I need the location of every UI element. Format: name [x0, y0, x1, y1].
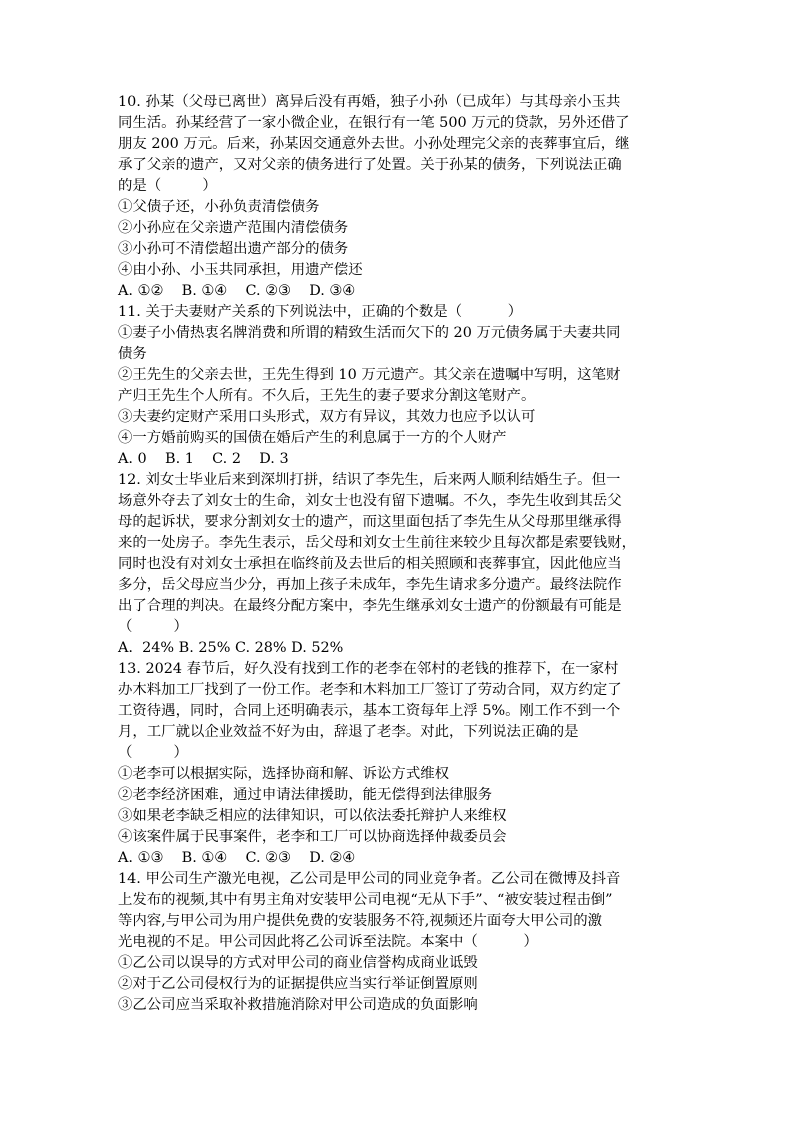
question-block — [118, 470, 678, 659]
answer-choices: A. 24% B. 25% C. 28% D. 52% — [118, 640, 344, 656]
statement-option: 产归王先生个人所有。不久后，王先生的妻子要求分割这笔财产。 — [118, 388, 536, 404]
statement-option: ③乙公司应当采取补救措施消除对甲公司造成的负面影响 — [118, 997, 478, 1013]
statement-option: ②老李经济困难，通过申请法律援助，能无偿得到法律服务 — [118, 787, 493, 803]
question-stem-line: 承了父亲的遗产，又对父亲的债务进行了处置。关于孙某的债务，下列说法正确 — [118, 157, 622, 173]
question-stem-line: 14. 甲公司生产激光电视，乙公司是甲公司的同业竞争者。乙公司在微博及抖音 — [118, 871, 621, 887]
statement-option: ②对于乙公司侵权行为的证据提供应当实行举证倒置原则 — [118, 976, 478, 992]
question-stem-line: 母的起诉状，要求分割刘女士的遗产，而这里面包括了李先生从父母那里继承得 — [118, 514, 622, 530]
answer-choices: A. 0 B. 1 C. 2 D. 3 — [118, 451, 289, 467]
question-stem-line: 来的一处房子。李先生表示，岳父母和刘女士生前往来较少且每次都是索要钱财， — [118, 535, 637, 551]
question-stem-line: 出了合理的判决。在最终分配方案中，李先生继承刘女士遗产的份额最有可能是 — [118, 598, 622, 614]
statement-option: ②小孙应在父亲遗产范围内清偿债务 — [118, 220, 349, 236]
statement-option: ①父债子还，小孙负责清偿债务 — [118, 199, 320, 215]
question-stem-line: 光电视的不足。甲公司因此将乙公司诉至法院。本案中（ ） — [118, 934, 538, 950]
statement-option: ①妻子小倩热衷名牌消费和所谓的精致生活而欠下的 20 万元债务属于夫妻共同 — [118, 325, 621, 341]
statement-option: ④该案件属于民事案件，老李和工厂可以协商选择仲裁委员会 — [118, 829, 507, 845]
question-stem-line: 等内容,与甲公司为用户提供免费的安装服务不符,视频还片面夸大甲公司的激 — [118, 913, 603, 929]
statement-option: ①乙公司以误导的方式对甲公司的商业信誉构成商业诋毁 — [118, 955, 478, 971]
question-stem-line: 办木料加工厂找到了一份工作。老李和木料加工厂签订了劳动合同，双方约定了 — [118, 682, 622, 698]
statement-option: ③夫妻约定财产采用口头形式，双方有异议，其效力也应予以认可 — [118, 409, 536, 425]
question-stem-line: 13. 2024 春节后，好久没有找到工作的老李在邻村的老钱的推荐下，在一家村 — [118, 661, 619, 677]
statement-option: ④一方婚前购买的国债在婚后产生的利息属于一方的个人财产 — [118, 430, 507, 446]
statement-option: ③如果老李缺乏相应的法律知识，可以依法委托辩护人来维权 — [118, 808, 507, 824]
question-stem-line: 多分，岳父母应当少分，再加上孩子未成年，李先生请求多分遗产。最终法院作 — [118, 577, 622, 593]
question-stem-line: 同时也没有对刘女士承担在临终前及去世后的相关照顾和丧葬事宜，因此他应当 — [118, 556, 622, 572]
statement-option: 债务 — [118, 346, 147, 362]
question-stem-line: 场意外夺去了刘女士的生命，刘女士也没有留下遗嘱。不久，李先生收到其岳父 — [118, 493, 622, 509]
question-block — [118, 659, 678, 869]
question-block — [118, 302, 678, 470]
question-stem-line: 的是（ ） — [118, 178, 217, 194]
question-stem-line: 11. 关于夫妻财产关系的下列说法中，正确的个数是（ ） — [118, 304, 523, 320]
question-block — [118, 869, 678, 1016]
document-page — [118, 92, 678, 1016]
question-stem-line: 上发布的视频,其中有男主角对安装甲公司电视“无从下手”、“被安装过程击倒” — [118, 892, 613, 908]
question-stem-line: 12. 刘女士毕业后来到深圳打拼，结识了李先生，后来两人顺利结婚生子。但一 — [118, 472, 621, 488]
question-stem-line: 工资待遇，同时，合同上还明确表示，基本工资每年上浮 5%。刚工作不到一个 — [118, 703, 621, 719]
question-stem-line: 朋友 200 万元。后来，孙某因交通意外去世。小孙处理完父亲的丧葬事宜后，继 — [118, 136, 630, 152]
statement-option: ①老李可以根据实际，选择协商和解、诉讼方式维权 — [118, 766, 449, 782]
answer-choices: A. ①③ B. ①④ C. ②③ D. ②④ — [118, 850, 356, 866]
statement-option: ②王先生的父亲去世，王先生得到 10 万元遗产。其父亲在遗嘱中写明，这笔财 — [118, 367, 621, 383]
answer-choices: A. ①② B. ①④ C. ②③ D. ③④ — [118, 283, 356, 299]
question-stem-line: 月，工厂就以企业效益不好为由，辞退了老李。对此，下列说法正确的是 — [118, 724, 579, 740]
question-block — [118, 92, 678, 302]
question-stem-line: 同生活。孙某经营了一家小微企业，在银行有一笔 500 万元的贷款，另外还借了 — [118, 115, 630, 131]
question-stem-line: （ ） — [118, 619, 188, 635]
question-stem-line: 10. 孙某（父母已离世）离异后没有再婚，独子小孙（已成年）与其母亲小玉共 — [118, 94, 621, 110]
statement-option: ③小孙可不清偿超出遗产部分的债务 — [118, 241, 349, 257]
statement-option: ④由小孙、小玉共同承担，用遗产偿还 — [118, 262, 363, 278]
question-stem-line: （ ） — [118, 745, 188, 761]
